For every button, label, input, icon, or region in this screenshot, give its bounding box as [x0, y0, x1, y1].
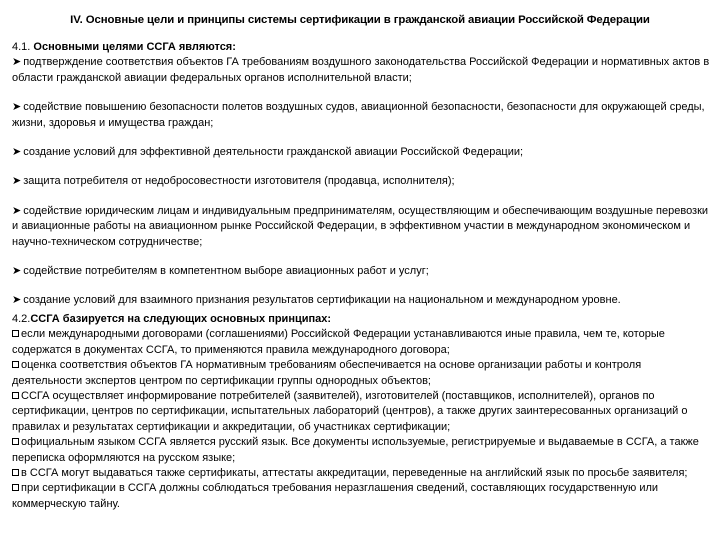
list-item: оценка соответствия объектов ГА нормативным требованиям обеспечивается на основе организации работы и контроля деятельности экспертов центром по сертификации группы однородных объектов;: [12, 359, 642, 387]
checkbox-bullet-icon: [12, 484, 19, 491]
checkbox-bullet-icon: [12, 392, 19, 399]
checkbox-bullet-icon: [12, 361, 19, 368]
list-item: ССГА осуществляет информирование потребителей (заявителей), изготовителей (поставщиков, исполнителей), органов по сертификации, центров по сертификации, испытательных лабораторий (центров), а также других заинтересованных организаций о правилах и результатах сертификации и аккредитации, об участниках сертификации;: [12, 390, 688, 433]
section-principles: [12, 312, 712, 512]
list-item: ➤ содействие потребителям в компетентном выборе авиационных работ и услуг;: [12, 265, 429, 278]
checkbox-bullet-icon: [12, 330, 19, 337]
arrowhead-bullet-icon: ➤: [12, 265, 22, 278]
list-item: ➤ защита потребителя от недобросовестности изготовителя (продавца, исполнителя);: [12, 175, 455, 188]
page-title: IV. Основные цели и принципы системы сертификации в гражданской авиации Российской Федерации: [70, 14, 650, 26]
arrowhead-bullet-icon: ➤: [12, 175, 22, 188]
arrowhead-bullet-icon: ➤: [12, 204, 22, 217]
list-item: ➤ создание условий для эффективной деятельности гражданской авиации Российской Федерации;: [12, 146, 524, 159]
section-heading-text: ССГА базируется на следующих основных принципах:: [30, 313, 332, 325]
section-goals: [12, 40, 712, 309]
arrowhead-bullet-icon: ➤: [12, 294, 22, 307]
arrowhead-bullet-icon: ➤: [12, 146, 22, 159]
section-heading: [12, 312, 712, 327]
list-item: если международными договорами (соглашениями) Российской Федерации устанавливаются иные правила, чем те, которые содержатся в документах ССГА, то применяются правила международного договора;: [12, 328, 665, 356]
list-item: ➤ подтверждение соответствия объектов ГА требованиям воздушного законодательства Российской Федерации и нормативных актов в области гражданской авиации федеральных органов исполнительной власти;: [12, 56, 710, 84]
list-item: при сертификации в ССГА должны соблюдаться требования неразглашения сведений, составляющих государственную или коммерческую тайну.: [12, 482, 659, 510]
list-item: ➤ содействие юридическим лицам и индивидуальным предпринимателям, осуществляющим и обеспечивающим воздушные перевозки и авиационные работы на авиационном рынке Российской Федерации, в эффективном участии в международном экономическом и научно-техническом сотрудничестве;: [12, 204, 709, 248]
checkbox-bullet-icon: [12, 469, 19, 476]
arrowhead-bullet-icon: ➤: [12, 56, 22, 69]
list-item: ➤ создание условий для взаимного признания результатов сертификации на национальном и международном уровне.: [12, 294, 621, 307]
section-number: 4.2.: [12, 313, 31, 325]
section-heading-text: Основными целями ССГА являются:: [33, 41, 236, 53]
list-item: в ССГА могут выдаваться также сертификаты, аттестаты аккредитации, переведенные на английский язык по просьбе заявителя;: [12, 466, 712, 481]
list-item: официальным языком ССГА является русский язык. Все документы используемые, регистрируемые и выдаваемые в ССГА, а также переписка оформляются на русском языке;: [12, 436, 699, 464]
checkbox-bullet-icon: [12, 438, 19, 445]
arrowhead-bullet-icon: ➤: [12, 101, 22, 114]
section-number: 4.1.: [12, 41, 31, 53]
list-item: ➤ содействие повышению безопасности полетов воздушных судов, авиационной безопасности, безопасности для окружающей среды, жизни, здоровья и имущества граждан;: [12, 101, 705, 129]
section-heading: [12, 40, 712, 55]
